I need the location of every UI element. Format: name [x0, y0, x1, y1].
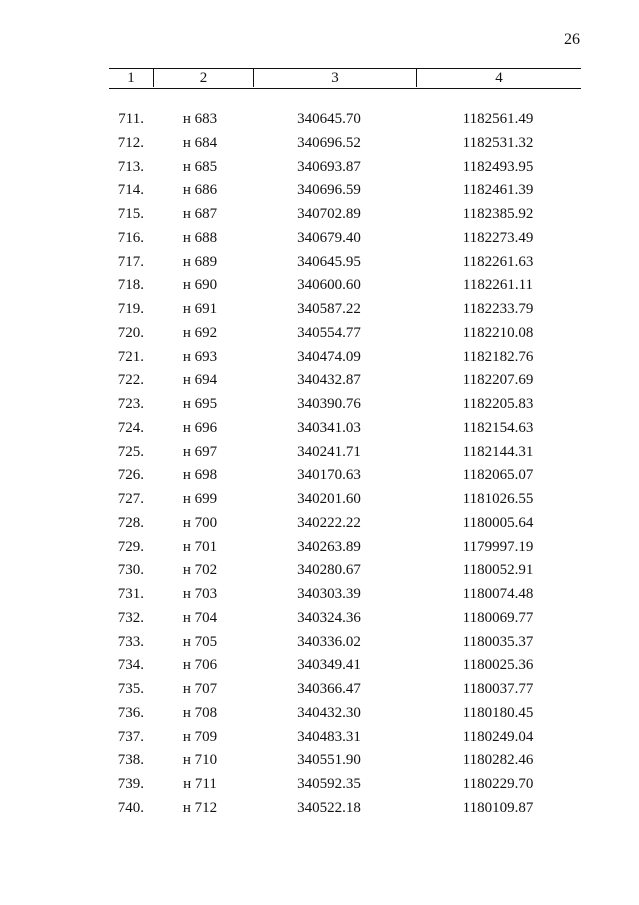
- x-coordinate: 340432.87: [297, 372, 361, 389]
- row-number: 711.: [118, 111, 144, 127]
- point-label: н 694: [182, 372, 218, 389]
- table-body: [0, 108, 639, 821]
- point-label: н 689: [182, 253, 218, 270]
- x-coordinate: 340432.30: [297, 704, 361, 721]
- x-coordinate: 340201.60: [297, 491, 361, 507]
- x-coordinate: 340587.22: [297, 301, 361, 317]
- x-coordinate: 340474.09: [297, 348, 361, 365]
- row-number: 715.: [117, 206, 144, 222]
- row-number: 728.: [117, 514, 144, 531]
- table-row: [0, 441, 639, 465]
- x-coordinate: 340600.60: [297, 277, 361, 294]
- x-coordinate: 340693.87: [297, 158, 361, 175]
- y-coordinate: 1180037.77: [462, 681, 534, 697]
- point-label: н 709: [182, 728, 218, 745]
- point-label: н 692: [182, 324, 218, 341]
- row-number: 729.: [117, 538, 144, 555]
- table-row: [0, 488, 639, 512]
- point-label: н 699: [182, 491, 218, 507]
- table-row: [0, 322, 639, 346]
- point-label: н 712: [182, 799, 218, 816]
- row-number: 736.: [117, 704, 144, 721]
- point-label: н 710: [182, 752, 218, 769]
- table-row: [0, 512, 639, 536]
- table-row: [0, 132, 639, 156]
- y-coordinate: 1182261.11: [462, 277, 534, 294]
- page-number: 26: [564, 31, 580, 48]
- point-label: н 701: [182, 538, 218, 555]
- x-coordinate: 340551.90: [297, 752, 361, 769]
- y-coordinate: 1182065.07: [462, 467, 534, 484]
- x-coordinate: 340696.52: [297, 134, 361, 151]
- table-row: [0, 607, 639, 631]
- row-number: 712.: [117, 134, 144, 151]
- table-row: [0, 726, 639, 750]
- x-coordinate: 340483.31: [297, 728, 361, 745]
- y-coordinate: 1180180.45: [462, 704, 534, 721]
- table-row: [0, 773, 639, 797]
- table-row: [0, 749, 639, 773]
- x-coordinate: 340696.59: [297, 182, 361, 199]
- y-coordinate: 1180035.37: [462, 633, 534, 650]
- x-coordinate: 340522.18: [297, 799, 361, 816]
- row-number: 720.: [117, 324, 144, 341]
- row-number: 718.: [117, 277, 144, 294]
- y-coordinate: 1180025.36: [462, 657, 534, 674]
- y-coordinate: 1180249.04: [462, 728, 534, 745]
- row-number: 739.: [117, 776, 144, 792]
- x-coordinate: 340645.95: [297, 253, 361, 270]
- table-row: [0, 251, 639, 275]
- x-coordinate: 340241.71: [297, 443, 361, 460]
- x-coordinate: 340366.47: [297, 681, 361, 697]
- y-coordinate: 1180229.70: [462, 776, 534, 792]
- table-row: [0, 678, 639, 702]
- row-number: 716.: [117, 229, 144, 246]
- row-number: 735.: [117, 681, 144, 697]
- row-number: 727.: [117, 491, 144, 507]
- table-row: [0, 179, 639, 203]
- row-number: 733.: [117, 633, 144, 650]
- point-label: н 690: [182, 277, 218, 294]
- table-row: [0, 108, 639, 132]
- point-label: н 685: [182, 158, 218, 175]
- row-number: 722.: [117, 372, 144, 389]
- table-row: [0, 274, 639, 298]
- y-coordinate: 1182154.63: [462, 419, 534, 436]
- column-header-4: 4: [495, 70, 503, 86]
- point-label: н 686: [182, 182, 218, 199]
- row-number: 721.: [117, 348, 144, 365]
- row-number: 737.: [117, 728, 144, 745]
- row-number: 714.: [117, 182, 144, 199]
- x-coordinate: 340324.36: [297, 609, 361, 626]
- row-number: 730.: [117, 562, 144, 579]
- x-coordinate: 340645.70: [297, 111, 361, 127]
- column-header-1: 1: [127, 70, 135, 86]
- table-row: [0, 654, 639, 678]
- point-label: н 702: [182, 562, 218, 579]
- y-coordinate: 1180052.91: [462, 562, 534, 579]
- table-row: [0, 583, 639, 607]
- point-label: н 706: [182, 657, 218, 674]
- y-coordinate: 1182273.49: [462, 229, 534, 246]
- table-row: [0, 203, 639, 227]
- point-label: н 707: [182, 681, 218, 697]
- x-coordinate: 340303.39: [297, 586, 361, 602]
- point-label: н 708: [182, 704, 218, 721]
- x-coordinate: 340390.76: [297, 396, 361, 412]
- table-row: [0, 298, 639, 322]
- row-number: 719.: [117, 301, 144, 317]
- y-coordinate: 1182561.49: [462, 111, 534, 127]
- x-coordinate: 340222.22: [297, 514, 361, 531]
- row-number: 717.: [117, 253, 144, 270]
- x-coordinate: 340280.67: [297, 562, 361, 579]
- table-row: [0, 797, 639, 821]
- row-number: 723.: [117, 396, 144, 412]
- y-coordinate: 1180069.77: [462, 609, 534, 626]
- point-label: н 711: [183, 776, 217, 792]
- y-coordinate: 1182144.31: [462, 443, 534, 460]
- point-label: н 705: [182, 633, 218, 650]
- x-coordinate: 340349.41: [297, 657, 361, 674]
- y-coordinate: 1180005.64: [462, 514, 534, 531]
- y-coordinate: 1182207.69: [462, 372, 534, 389]
- y-coordinate: 1180109.87: [462, 799, 534, 816]
- point-label: н 698: [182, 467, 218, 484]
- x-coordinate: 340336.02: [297, 633, 361, 650]
- table-row: [0, 559, 639, 583]
- column-header-3: 3: [331, 70, 339, 86]
- row-number: 713.: [117, 158, 144, 175]
- y-coordinate: 1182385.92: [462, 206, 534, 222]
- y-coordinate: 1179997.19: [462, 538, 534, 555]
- table-row: [0, 369, 639, 393]
- point-label: н 683: [182, 111, 218, 127]
- y-coordinate: 1182531.32: [462, 134, 534, 151]
- y-coordinate: 1182493.95: [462, 158, 534, 175]
- y-coordinate: 1182261.63: [462, 253, 534, 270]
- row-number: 731.: [117, 586, 144, 602]
- table-row: [0, 417, 639, 441]
- table-row: [0, 464, 639, 488]
- point-label: н 697: [182, 443, 218, 460]
- y-coordinate: 1182182.76: [462, 348, 534, 365]
- point-label: н 688: [182, 229, 218, 246]
- table-row: [0, 702, 639, 726]
- point-label: н 703: [182, 586, 218, 602]
- y-coordinate: 1180074.48: [462, 586, 534, 602]
- y-coordinate: 1182461.39: [462, 182, 534, 199]
- column-header-2: 2: [199, 70, 208, 86]
- y-coordinate: 1182233.79: [462, 301, 534, 317]
- table-row: [0, 631, 639, 655]
- point-label: н 691: [182, 301, 218, 317]
- y-coordinate: 1181026.55: [462, 491, 534, 507]
- table-row: [0, 536, 639, 560]
- row-number: 724.: [117, 419, 144, 436]
- table-row: [0, 227, 639, 251]
- table-row: [0, 156, 639, 180]
- row-number: 732.: [117, 609, 144, 626]
- x-coordinate: 340263.89: [297, 538, 361, 555]
- point-label: н 684: [182, 134, 218, 151]
- x-coordinate: 340554.77: [297, 324, 361, 341]
- row-number: 734.: [117, 657, 144, 674]
- row-number: 738.: [117, 752, 144, 769]
- row-number: 740.: [117, 799, 144, 816]
- table-row: [0, 346, 639, 370]
- x-coordinate: 340679.40: [297, 229, 361, 246]
- point-label: н 687: [182, 206, 218, 222]
- point-label: н 696: [182, 419, 218, 436]
- point-label: н 693: [182, 348, 218, 365]
- point-label: н 700: [182, 514, 218, 531]
- x-coordinate: 340341.03: [297, 419, 361, 436]
- point-label: н 704: [182, 609, 218, 626]
- x-coordinate: 340592.35: [297, 776, 361, 792]
- y-coordinate: 1180282.46: [462, 752, 534, 769]
- row-number: 725.: [117, 443, 144, 460]
- y-coordinate: 1182205.83: [462, 396, 534, 412]
- y-coordinate: 1182210.08: [462, 324, 534, 341]
- point-label: н 695: [182, 396, 218, 412]
- row-number: 726.: [117, 467, 144, 484]
- table-header: [109, 68, 581, 89]
- table-row: [0, 393, 639, 417]
- x-coordinate: 340170.63: [297, 467, 361, 484]
- x-coordinate: 340702.89: [297, 206, 361, 222]
